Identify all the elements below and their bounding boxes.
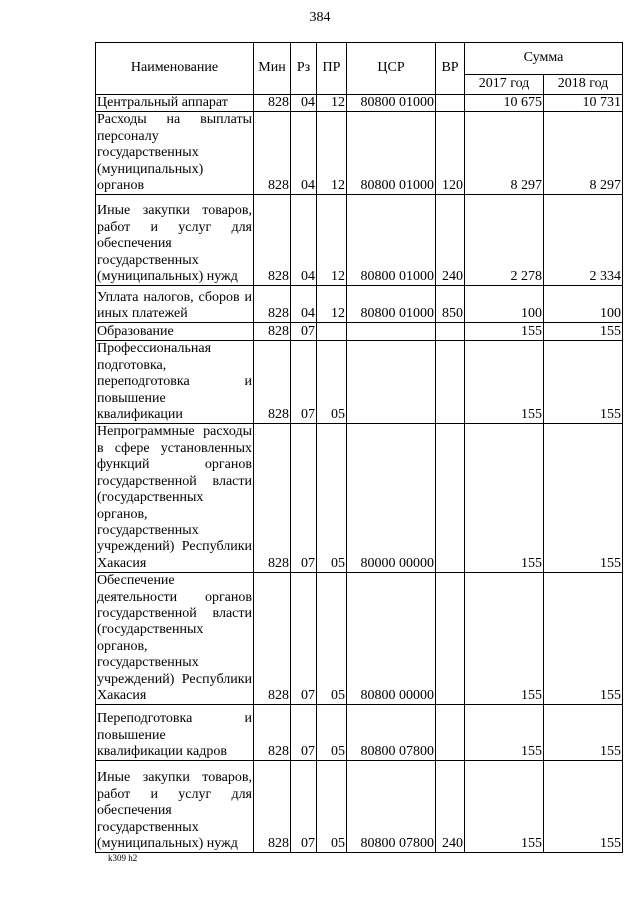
row-vr: [436, 341, 465, 424]
row-min: 828: [254, 573, 291, 705]
row-csr: 80800 01000: [347, 112, 436, 195]
row-sum-2018: 2 334: [544, 195, 623, 286]
table-row: [96, 95, 623, 112]
row-rz: 04: [291, 95, 317, 112]
row-name: Профессиональная подготовка, переподготовка и повышение квалификации: [97, 341, 252, 423]
row-sum-2017: 10 675: [465, 95, 544, 112]
row-rz: 07: [291, 323, 317, 341]
row-name: Обеспечение деятельности органов государственной власти (государственных органов, государственных учреждений) Республики Хакасия: [97, 573, 252, 703]
row-name: Уплата налогов, сборов и иных платежей: [96, 286, 254, 323]
table-row: [96, 323, 623, 341]
row-csr: 80800 01000: [347, 95, 436, 112]
row-csr: [347, 323, 436, 341]
row-name: Иные закупки товаров, работ и услуг для обеспечения государственных (муниципальных) нужд: [96, 761, 254, 853]
row-vr: [436, 573, 465, 705]
row-vr: 850: [436, 286, 465, 323]
row-vr: 120: [436, 112, 465, 195]
row-pr: 05: [317, 424, 347, 573]
row-sum-2018: 155: [544, 573, 623, 705]
budget-table: [95, 42, 623, 853]
row-min: 828: [254, 341, 291, 424]
row-pr: 05: [317, 341, 347, 424]
row-rz: 07: [291, 705, 317, 761]
row-vr: 240: [436, 195, 465, 286]
row-sum-2017: 155: [465, 573, 544, 705]
table-row: [96, 705, 623, 761]
table-row: [96, 573, 623, 705]
header-year-2017: 2017 год: [465, 75, 544, 95]
row-sum-2017: 155: [465, 341, 544, 424]
row-csr: 80800 01000: [347, 286, 436, 323]
row-rz: 07: [291, 573, 317, 705]
row-sum-2017: 155: [465, 761, 544, 853]
row-sum-2017: 2 278: [465, 195, 544, 286]
row-pr: 05: [317, 705, 347, 761]
header-sum: Сумма: [465, 43, 623, 75]
row-min: 828: [254, 112, 291, 195]
row-sum-2017: 8 297: [465, 112, 544, 195]
row-csr: 80800 00000: [347, 573, 436, 705]
row-vr: 240: [436, 761, 465, 853]
row-min: 828: [254, 286, 291, 323]
row-name: Переподготовка и повышение квалификации кадров: [96, 705, 254, 761]
row-rz: 04: [291, 195, 317, 286]
row-sum-2018: 10 731: [544, 95, 623, 112]
row-sum-2018: 8 297: [544, 112, 623, 195]
row-sum-2018: 155: [544, 323, 623, 341]
row-name: Образование: [96, 323, 254, 341]
row-min: 828: [254, 705, 291, 761]
row-name: Иные закупки товаров, работ и услуг для обеспечения государственных (муниципальных) нужд: [96, 195, 254, 286]
row-csr: 80800 07800: [347, 761, 436, 853]
row-sum-2017: 155: [465, 424, 544, 573]
row-sum-2017: 155: [465, 323, 544, 341]
header-pr: ПР: [317, 43, 347, 95]
row-csr: [347, 341, 436, 424]
row-vr: [436, 95, 465, 112]
row-rz: 07: [291, 341, 317, 424]
header-min: Мин: [254, 43, 291, 95]
row-sum-2018: 155: [544, 341, 623, 424]
row-name: Центральный аппарат: [96, 95, 254, 112]
row-pr: 05: [317, 573, 347, 705]
row-min: 828: [254, 424, 291, 573]
row-sum-2018: 100: [544, 286, 623, 323]
row-pr: 12: [317, 112, 347, 195]
row-sum-2018: 155: [544, 424, 623, 573]
table-row: [96, 195, 623, 286]
row-pr: 12: [317, 286, 347, 323]
row-vr: [436, 705, 465, 761]
row-pr: 12: [317, 195, 347, 286]
header-name: Наименование: [96, 43, 254, 95]
table-row: [96, 112, 623, 195]
row-sum-2017: 155: [465, 705, 544, 761]
row-min: 828: [254, 95, 291, 112]
table-row: [96, 286, 623, 323]
row-csr: 80800 01000: [347, 195, 436, 286]
row-vr: [436, 323, 465, 341]
row-rz: 07: [291, 424, 317, 573]
row-rz: 04: [291, 286, 317, 323]
row-min: 828: [254, 195, 291, 286]
row-pr: 12: [317, 95, 347, 112]
row-csr: 80000 00000: [347, 424, 436, 573]
header-csr: ЦСР: [347, 43, 436, 95]
row-name: Расходы на выплаты персоналу государственных (муниципальных) органов: [97, 112, 252, 194]
row-name: Непрограммные расходы в сфере установленных функций органов государственной власти (государственных органов, государственных учреждений) Республики Хакасия: [97, 424, 252, 571]
table-row: [96, 341, 623, 424]
row-sum-2018: 155: [544, 705, 623, 761]
row-rz: 07: [291, 761, 317, 853]
header-rz: Рз: [291, 43, 317, 95]
row-rz: 04: [291, 112, 317, 195]
row-vr: [436, 424, 465, 573]
row-csr: 80800 07800: [347, 705, 436, 761]
page-number: 384: [309, 10, 331, 25]
row-pr: [317, 323, 347, 341]
row-pr: 05: [317, 761, 347, 853]
footer-code: k309 h2: [108, 853, 138, 863]
row-sum-2018: 155: [544, 761, 623, 853]
header-year-2018: 2018 год: [544, 75, 623, 95]
table-row: [96, 761, 623, 853]
table-row: [96, 424, 623, 573]
row-min: 828: [254, 323, 291, 341]
header-vr: ВР: [436, 43, 465, 95]
row-sum-2017: 100: [465, 286, 544, 323]
row-min: 828: [254, 761, 291, 853]
